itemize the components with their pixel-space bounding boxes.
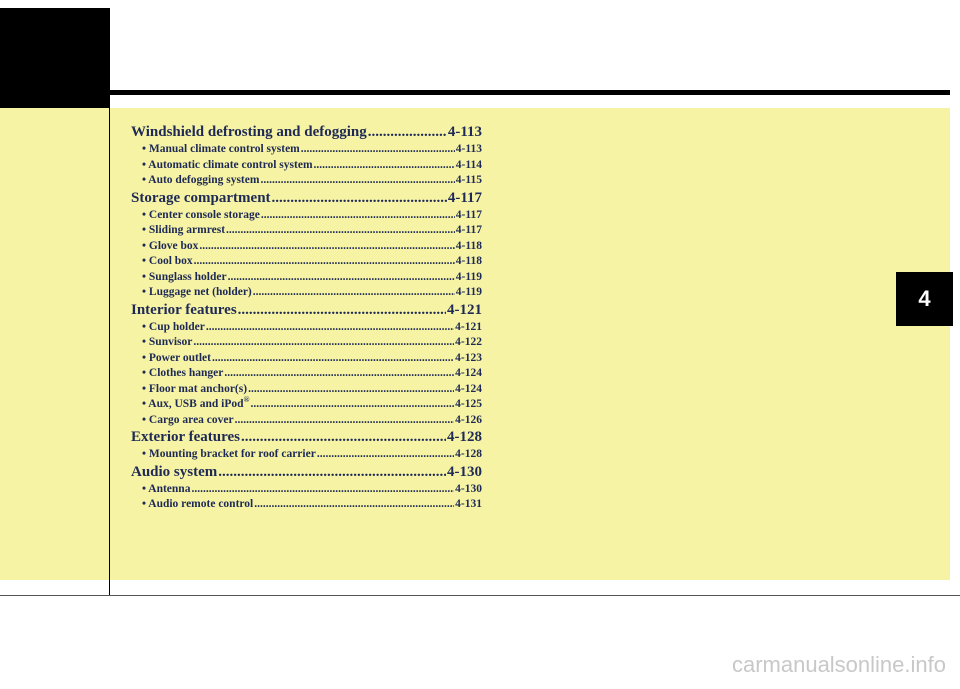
- item-page: 4-131: [455, 498, 482, 510]
- dot-leader: [191, 482, 454, 498]
- item-label: • Sunvisor: [142, 336, 193, 348]
- toc-item[interactable]: [131, 366, 482, 382]
- toc-item[interactable]: [131, 382, 482, 398]
- section-page: 4-117: [447, 189, 482, 206]
- toc-item[interactable]: [131, 482, 482, 498]
- item-page: 4-125: [455, 398, 482, 410]
- margin-rule: [109, 108, 110, 596]
- toc-item[interactable]: [131, 285, 482, 301]
- item-page: 4-118: [455, 255, 482, 267]
- section-title: Storage compartment: [131, 189, 271, 206]
- toc-item[interactable]: [131, 335, 482, 351]
- item-label: • Glove box: [142, 239, 199, 252]
- toc-item[interactable]: [131, 223, 482, 239]
- toc-item[interactable]: [131, 173, 482, 189]
- item-page: 4-124: [455, 382, 482, 395]
- item-page: 4-128: [455, 448, 482, 460]
- toc-item[interactable]: [131, 320, 482, 336]
- item-label: • Audio remote control: [142, 498, 254, 510]
- dot-leader: [206, 320, 454, 336]
- item-page: 4-117: [455, 224, 482, 236]
- registered-mark: ®: [243, 395, 250, 405]
- chapter-tab[interactable]: 4: [896, 272, 953, 326]
- dot-leader: [238, 301, 446, 320]
- dot-leader: [272, 189, 447, 208]
- item-page: 4-126: [455, 413, 482, 426]
- toc-item[interactable]: [131, 142, 482, 158]
- dot-leader: [199, 239, 454, 255]
- item-label: • Floor mat anchor(s): [142, 382, 248, 395]
- item-label: • Luggage net (holder): [142, 286, 252, 298]
- item-page: 4-113: [455, 143, 482, 155]
- dot-leader: [261, 208, 455, 224]
- dot-leader: [193, 335, 454, 351]
- item-label: • Sunglass holder: [142, 270, 227, 283]
- watermark: carmanualsonline.info: [731, 652, 946, 677]
- item-page: 4-119: [455, 286, 482, 298]
- dot-leader: [301, 142, 455, 158]
- item-page: 4-130: [455, 482, 482, 495]
- item-page: 4-121: [455, 320, 482, 333]
- section-page: 4-128: [447, 429, 482, 445]
- toc-item[interactable]: [131, 351, 482, 367]
- footer-rule: [0, 595, 960, 596]
- toc-item[interactable]: [131, 270, 482, 286]
- dot-leader: [235, 413, 455, 429]
- section-page: 4-130: [447, 463, 482, 480]
- dot-leader: [250, 397, 454, 413]
- item-label: • Sliding armrest: [142, 224, 226, 236]
- dot-leader: [194, 254, 455, 270]
- dot-leader: [218, 463, 446, 482]
- section-title: Interior features: [131, 301, 237, 318]
- item-label: • Cup holder: [142, 320, 205, 333]
- corner-block: [0, 8, 110, 108]
- toc-section[interactable]: [131, 301, 482, 320]
- item-page: 4-118: [455, 239, 482, 252]
- toc-section[interactable]: [131, 123, 482, 142]
- dot-leader: [228, 270, 455, 286]
- item-label: • Power outlet: [142, 351, 211, 364]
- section-title: Windshield defrosting and defogging: [131, 124, 367, 140]
- item-label: • Aux, USB and iPod®: [142, 395, 250, 410]
- item-label: • Cool box: [142, 255, 193, 267]
- section-page: 4-113: [447, 124, 482, 140]
- section-page: 4-121: [447, 301, 482, 318]
- toc-item[interactable]: [131, 447, 482, 463]
- toc-item[interactable]: [131, 239, 482, 255]
- section-title: Audio system: [131, 463, 218, 480]
- item-page: 4-114: [455, 158, 482, 171]
- dot-leader: [317, 447, 454, 463]
- toc-item[interactable]: [131, 397, 482, 413]
- item-label: • Antenna: [142, 482, 191, 495]
- dot-leader: [314, 158, 455, 174]
- item-page: 4-124: [455, 367, 482, 379]
- dot-leader: [248, 382, 454, 398]
- toc-item[interactable]: [131, 158, 482, 174]
- dot-leader: [253, 285, 455, 301]
- header-rule: [110, 90, 950, 95]
- item-page: 4-119: [455, 270, 482, 283]
- dot-leader: [226, 223, 455, 239]
- toc-item[interactable]: [131, 208, 482, 224]
- dot-leader: [260, 173, 454, 189]
- section-title: Exterior features: [131, 429, 240, 445]
- toc-section[interactable]: [131, 428, 482, 447]
- toc-section[interactable]: [131, 463, 482, 482]
- item-label: • Cargo area cover: [142, 413, 234, 426]
- toc-item[interactable]: [131, 254, 482, 270]
- item-label: • Mounting bracket for roof carrier: [142, 448, 316, 460]
- item-page: 4-117: [455, 208, 482, 221]
- toc-item[interactable]: [131, 497, 482, 513]
- item-page: 4-123: [455, 351, 482, 364]
- item-page: 4-122: [455, 336, 482, 348]
- item-label: • Automatic climate control system: [142, 158, 313, 171]
- dot-leader: [368, 123, 447, 142]
- item-label: • Center console storage: [142, 208, 260, 221]
- table-of-contents: [131, 123, 482, 513]
- item-label: • Auto defogging system: [142, 174, 260, 186]
- dot-leader: [224, 366, 454, 382]
- toc-section[interactable]: [131, 189, 482, 208]
- dot-leader: [254, 497, 454, 513]
- item-label: • Clothes hanger: [142, 367, 224, 379]
- dot-leader: [212, 351, 454, 367]
- dot-leader: [241, 428, 446, 447]
- toc-item[interactable]: [131, 413, 482, 429]
- item-page: 4-115: [455, 174, 482, 186]
- item-label: • Manual climate control system: [142, 143, 300, 155]
